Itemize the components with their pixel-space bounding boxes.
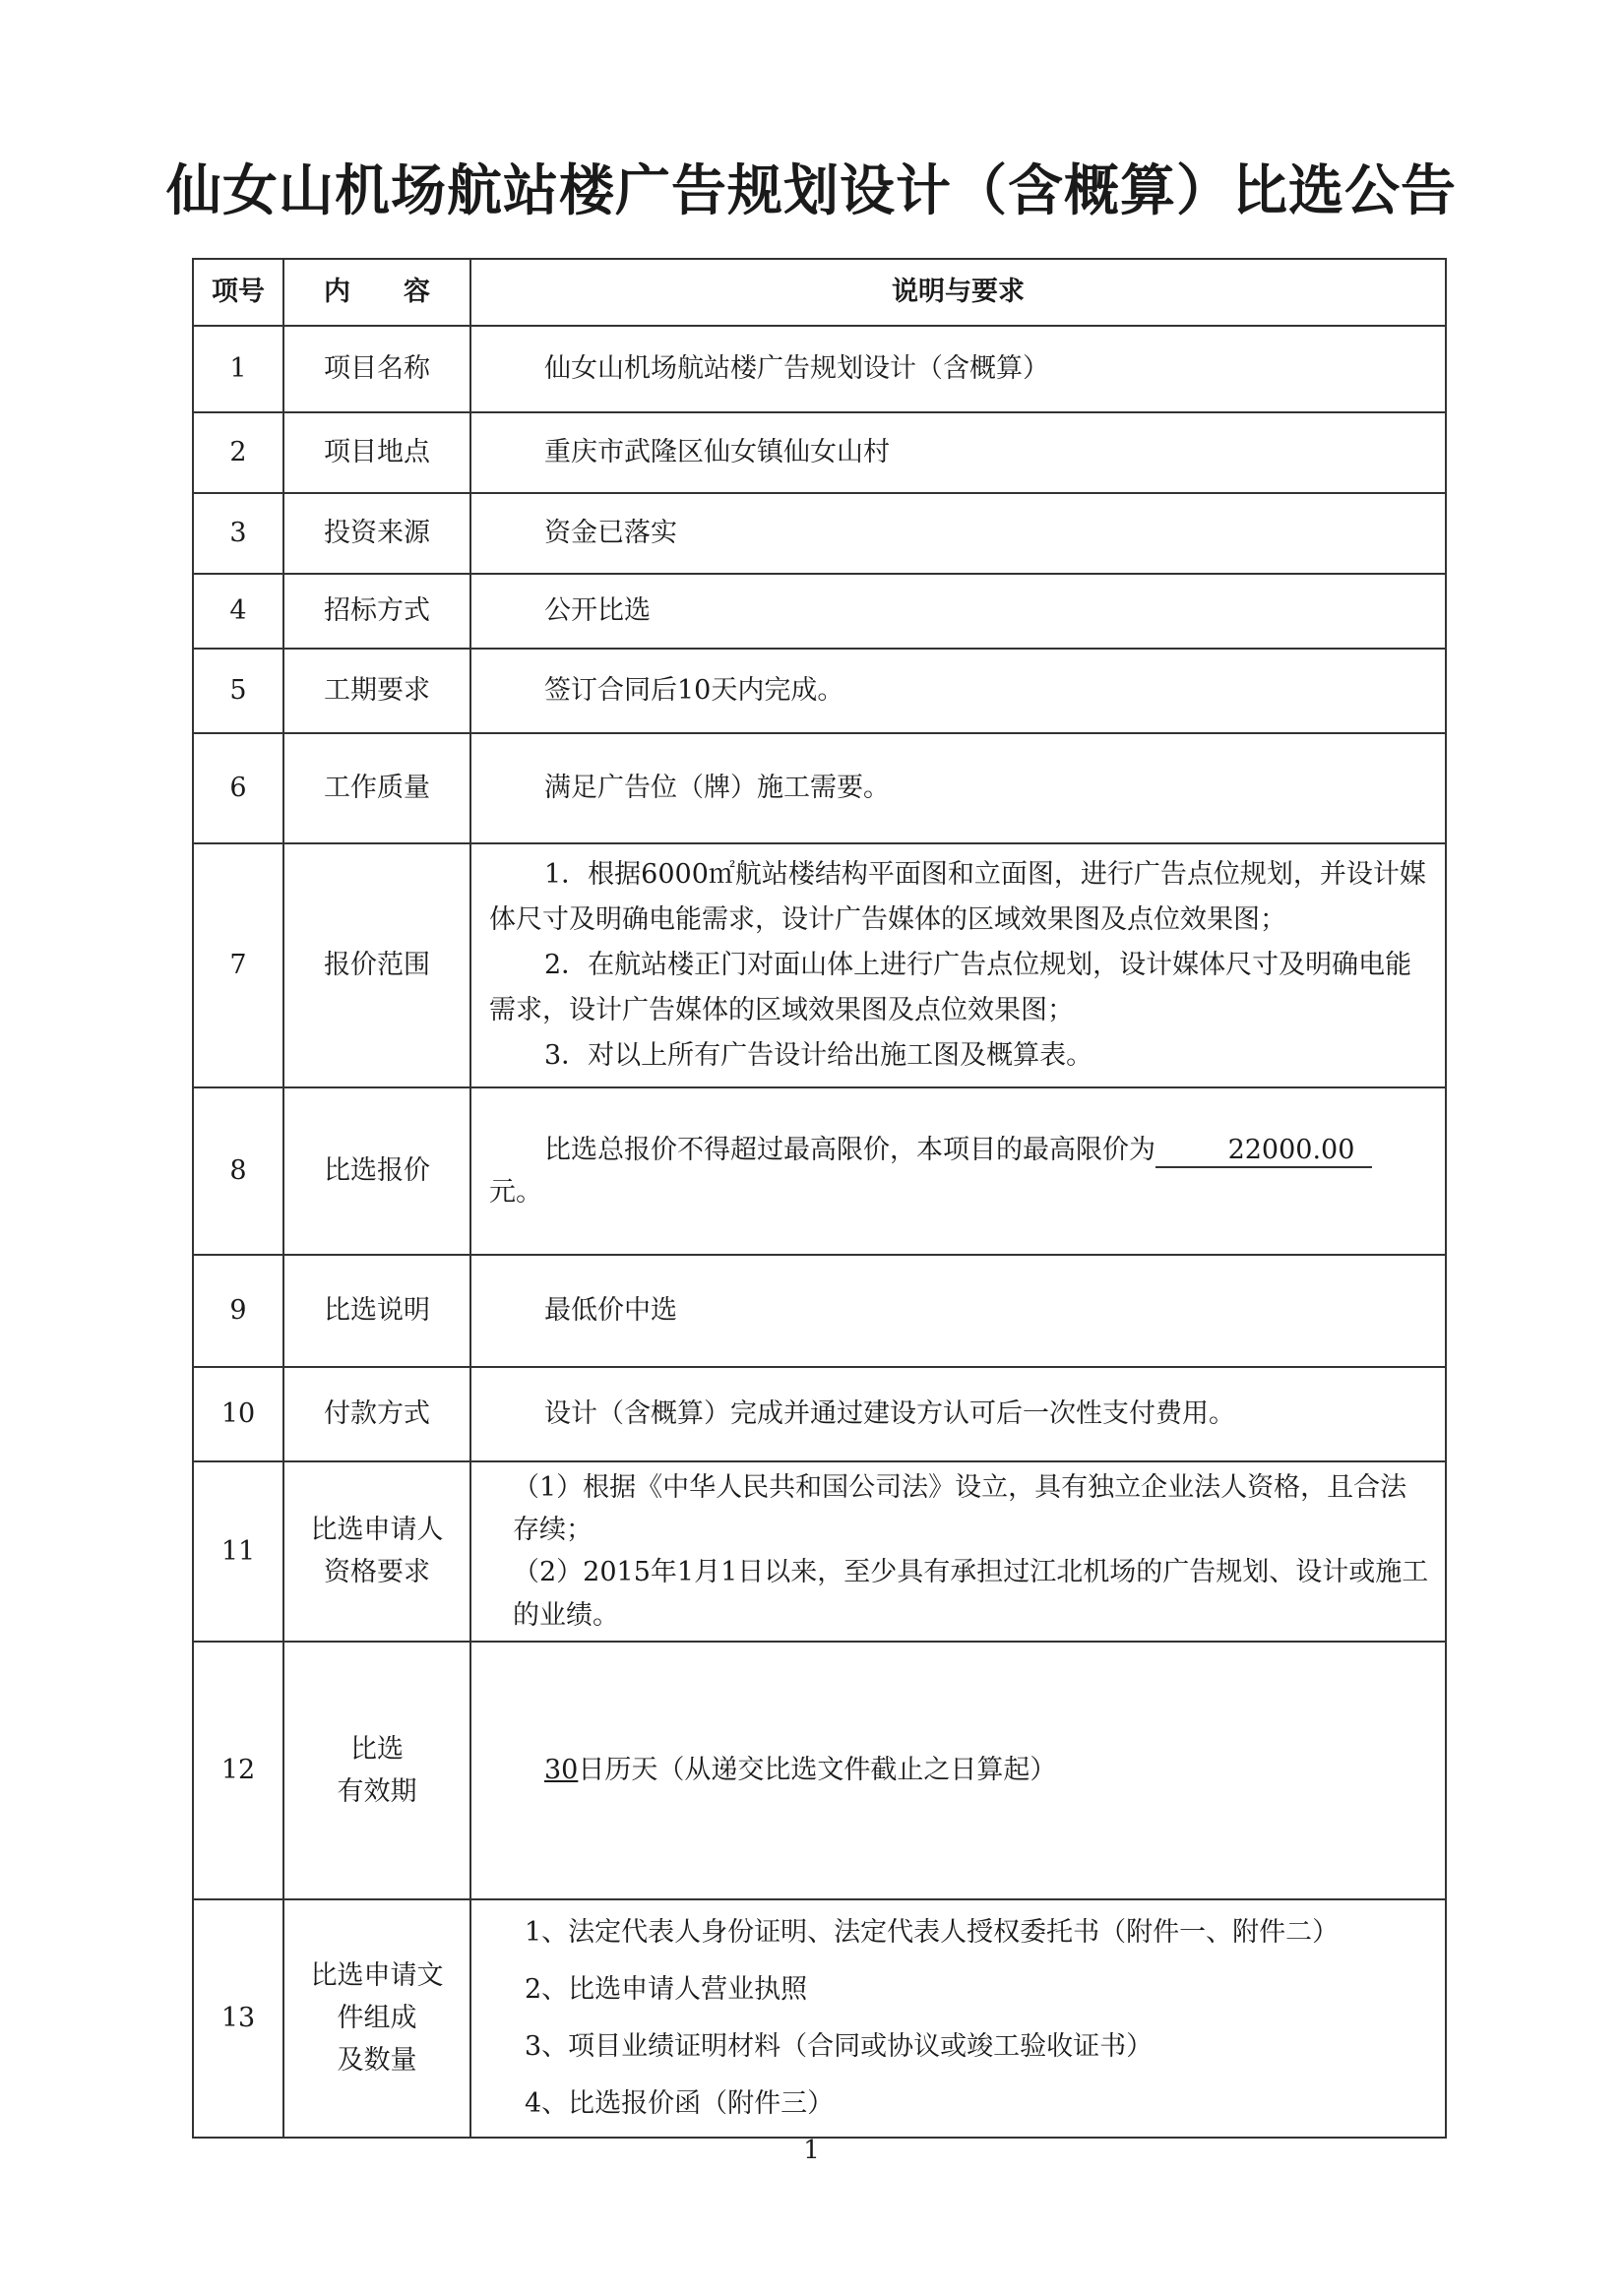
row-no: 8	[193, 1087, 283, 1255]
table-row	[193, 1367, 1446, 1461]
table-row	[193, 1899, 1446, 2138]
row-desc: 设计（含概算）完成并通过建设方认可后一次性支付费用。	[544, 1398, 1235, 1430]
table-row	[193, 1461, 1446, 1642]
row-desc: 满足广告位（牌）施工需要。	[544, 773, 890, 804]
row-no: 12	[193, 1642, 283, 1899]
table-row	[193, 493, 1446, 574]
row-item-line-1: 比选申请人	[310, 1515, 444, 1546]
row-no: 3	[193, 493, 283, 574]
table-row	[193, 1255, 1446, 1367]
row-no: 13	[193, 1899, 283, 2138]
document-list-item-1: 1、法定代表人身份证明、法定代表人授权委托书（附件一、附件二）	[525, 1916, 1340, 1948]
quote-scope-line-1: 1．根据6000㎡航站楼结构平面图和立面图，进行广告点位规划，并设计媒体尺寸及明确电能需求，设计广告媒体的区域效果图及点位效果图；	[489, 859, 1426, 936]
row-no: 7	[193, 843, 283, 1087]
row-item: 工期要求	[283, 649, 470, 733]
row-item: 报价范围	[283, 843, 470, 1087]
qualification-line-1: （1）根据《中华人民共和国公司法》设立，具有独立企业法人资格，且合法存续；	[513, 1472, 1407, 1546]
row-item: 付款方式	[283, 1367, 470, 1461]
row-desc: 重庆市武隆区仙女镇仙女山村	[544, 437, 890, 468]
table-row	[193, 733, 1446, 843]
row-item: 招标方式	[283, 574, 470, 649]
row-no: 4	[193, 574, 283, 649]
row-no: 5	[193, 649, 283, 733]
row-no: 1	[193, 326, 283, 412]
document-list-item-2: 2、比选申请人营业执照	[525, 1973, 808, 2005]
row-item: 项目地点	[283, 412, 470, 493]
table-row	[193, 1642, 1446, 1899]
row-desc: 资金已落实	[544, 518, 677, 549]
table-row	[193, 649, 1446, 733]
row-desc: 仙女山机场航站楼广告规划设计（含概算）	[544, 353, 1049, 385]
document-list-item-3: 3、项目业绩证明材料（合同或协议或竣工验收证书）	[525, 2030, 1154, 2062]
row-item-line-2: 件组成	[337, 2003, 417, 2034]
header-content: 内 容	[283, 259, 470, 326]
row-no: 2	[193, 412, 283, 493]
table-row	[193, 1087, 1446, 1255]
document-title: 仙女山机场航站楼广告规划设计（含概算）比选公告	[166, 159, 1457, 223]
table-row	[193, 843, 1446, 1087]
validity-text: 日历天（从递交比选文件截止之日算起）	[578, 1755, 1057, 1786]
table-header-row	[193, 259, 1446, 326]
row-no: 11	[193, 1461, 283, 1642]
table-row	[193, 412, 1446, 493]
row-desc: 签订合同后10天内完成。	[544, 675, 844, 707]
qualification-line-2: （2）2015年1月1日以来，至少具有承担过江北机场的广告规划、设计或施工的业绩。	[513, 1557, 1429, 1631]
row-desc: 最低价中选	[544, 1295, 677, 1327]
max-price-value: 22000.00	[1155, 1135, 1372, 1168]
table-row	[193, 574, 1446, 649]
row-item: 比选说明	[283, 1255, 470, 1367]
row-item-line-2: 有效期	[337, 1775, 417, 1807]
row-item-line-1: 比选	[350, 1733, 404, 1765]
header-no: 项号	[193, 259, 283, 326]
row-item-line-2: 资格要求	[324, 1557, 430, 1588]
row-item: 比选报价	[283, 1087, 470, 1255]
row-no: 9	[193, 1255, 283, 1367]
header-desc: 说明与要求	[470, 259, 1446, 326]
notice-table	[192, 258, 1447, 2139]
validity-days: 30	[544, 1755, 579, 1786]
page-number: 1	[803, 2136, 820, 2165]
quote-scope-line-3: 3．对以上所有广告设计给出施工图及概算表。	[544, 1039, 1093, 1071]
row-item: 投资来源	[283, 493, 470, 574]
row-no: 10	[193, 1367, 283, 1461]
quote-scope-line-2: 2．在航站楼正门对面山体上进行广告点位规划，设计媒体尺寸及明确电能需求，设计广告媒体的区域效果图及点位效果图；	[489, 950, 1412, 1025]
row-item-line-3: 及数量	[337, 2045, 417, 2077]
row-no: 6	[193, 733, 283, 843]
document-list-item-4: 4、比选报价函（附件三）	[525, 2087, 835, 2119]
row-item-line-1: 比选申请文	[310, 1960, 444, 1992]
row-item: 项目名称	[283, 326, 470, 412]
price-text-after: 元。	[489, 1177, 542, 1208]
row-item: 工作质量	[283, 733, 470, 843]
row-desc: 公开比选	[544, 595, 651, 627]
table-row	[193, 326, 1446, 412]
price-text-before: 比选总报价不得超过最高限价，本项目的最高限价为	[544, 1134, 1155, 1165]
